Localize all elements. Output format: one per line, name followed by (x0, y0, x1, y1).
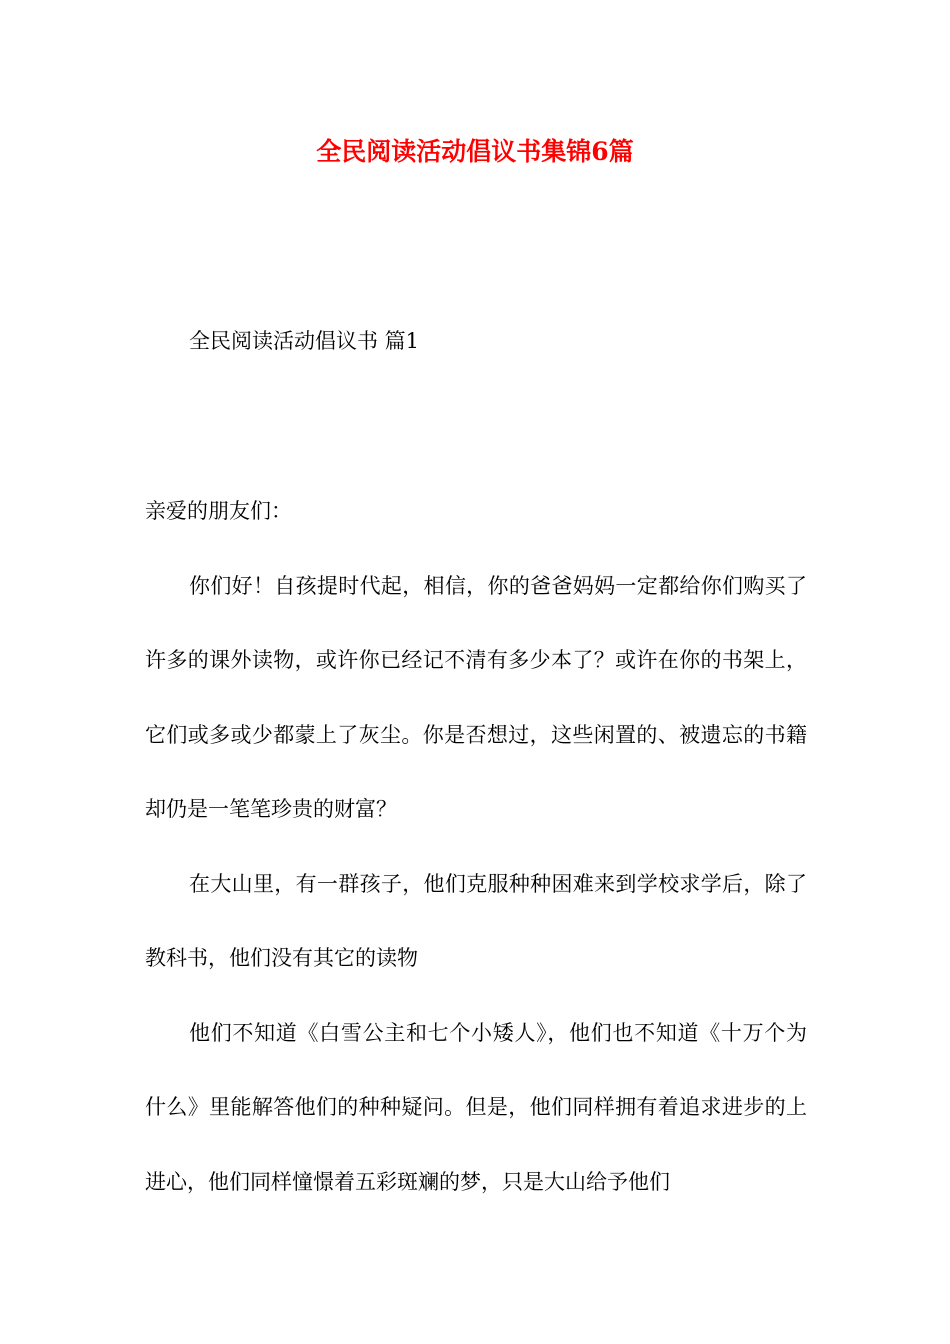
paragraph: 他们不知道《白雪公主和七个小矮人》，他们也不知道《十万个为什么》里能解答他们的种种疑问。但是，他们同样拥有着追求进步的上进心，他们同样憧憬着五彩斑斓的梦，只是大山给予他们 (145, 1020, 807, 1194)
salutation: 亲爱的朋友们： (145, 499, 292, 523)
paragraph: 在大山里，有一群孩子，他们克服种种困难来到学校求学后，除了教科书，他们没有其它的读物 (145, 871, 807, 970)
section-heading: 全民阅读活动倡议书 篇1 (189, 329, 420, 353)
document-body (145, 474, 807, 1219)
document-title: 全民阅读活动倡议书集锦6篇 (316, 137, 634, 166)
paragraph: 你们好！自孩提时代起，相信，你的爸爸妈妈一定都给你们购买了许多的课外读物，或许你已经记不清有多少本了？或许在你的书架上，它们或多或少都蒙上了灰尘。你是否想过，这些闲置的、被遗忘的书籍却仍是一笔笔珍贵的财富？ (145, 573, 807, 821)
